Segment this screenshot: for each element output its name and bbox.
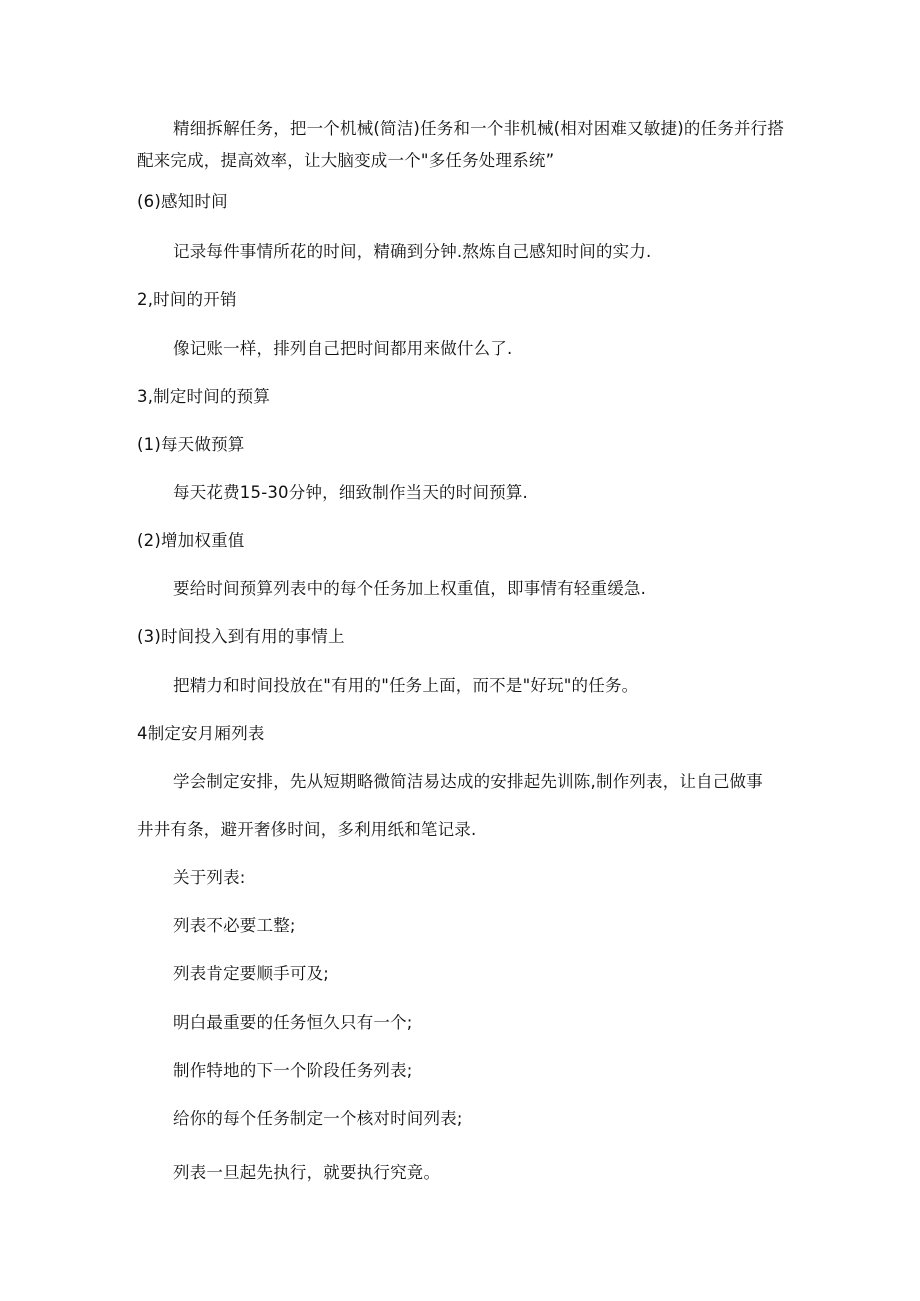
list-item: 制作特地的下一个阶段任务列表; — [173, 1061, 413, 1080]
paragraph-line: 配来完成，提高效率，让大脑变成一个"多任务处理系统” — [137, 151, 555, 170]
paragraph-line: 把精力和时间投放在"有用的"任务上面，而不是"好玩"的任务。 — [173, 676, 639, 695]
section-heading: (1)每天做预算 — [137, 435, 245, 454]
list-intro: 关于列表: — [173, 868, 246, 887]
section-heading: 3,制定时间的预算 — [137, 387, 271, 406]
paragraph-line: 像记账一样，排列自己把时间都用来做什么了. — [173, 339, 513, 358]
section-heading: (2)增加权重值 — [137, 531, 245, 550]
paragraph-line: 要给时间预算列表中的每个任务加上权重值，即事情有轻重缓急. — [173, 579, 647, 598]
list-item: 列表一旦起先执行，就要执行究竟。 — [173, 1163, 441, 1182]
list-item: 明白最重要的任务恒久只有一个; — [173, 1013, 413, 1032]
paragraph-line: 精细拆解任务，把一个机械(简洁)任务和一个非机械(相对困难又敏捷)的任务并行搭 — [173, 119, 785, 138]
paragraph-line: 学会制定安排，先从短期略微简洁易达成的安排起先训陈,制作列表，让自己做事 — [173, 772, 763, 791]
list-item: 列表不必要工整; — [173, 916, 296, 935]
section-heading: (3)时间投入到有用的事情上 — [137, 627, 345, 646]
paragraph-line: 记录每件事情所花的时间，精确到分钟.熬炼自己感知时间的实力. — [173, 242, 652, 261]
paragraph-line: 井井有条，避开奢侈时间，多利用纸和笔记录. — [137, 820, 477, 839]
section-heading: 4制定安月厢列表 — [137, 724, 265, 743]
list-item: 列表肯定要顺手可及; — [173, 964, 330, 983]
paragraph-line: 每天花费15-30分钟，细致制作当天的时间预算. — [173, 483, 528, 502]
section-heading: 2,时间的开销 — [137, 290, 237, 309]
section-heading: (6)感知时间 — [137, 192, 228, 211]
list-item: 给你的每个任务制定一个核对时间列表; — [173, 1109, 463, 1128]
